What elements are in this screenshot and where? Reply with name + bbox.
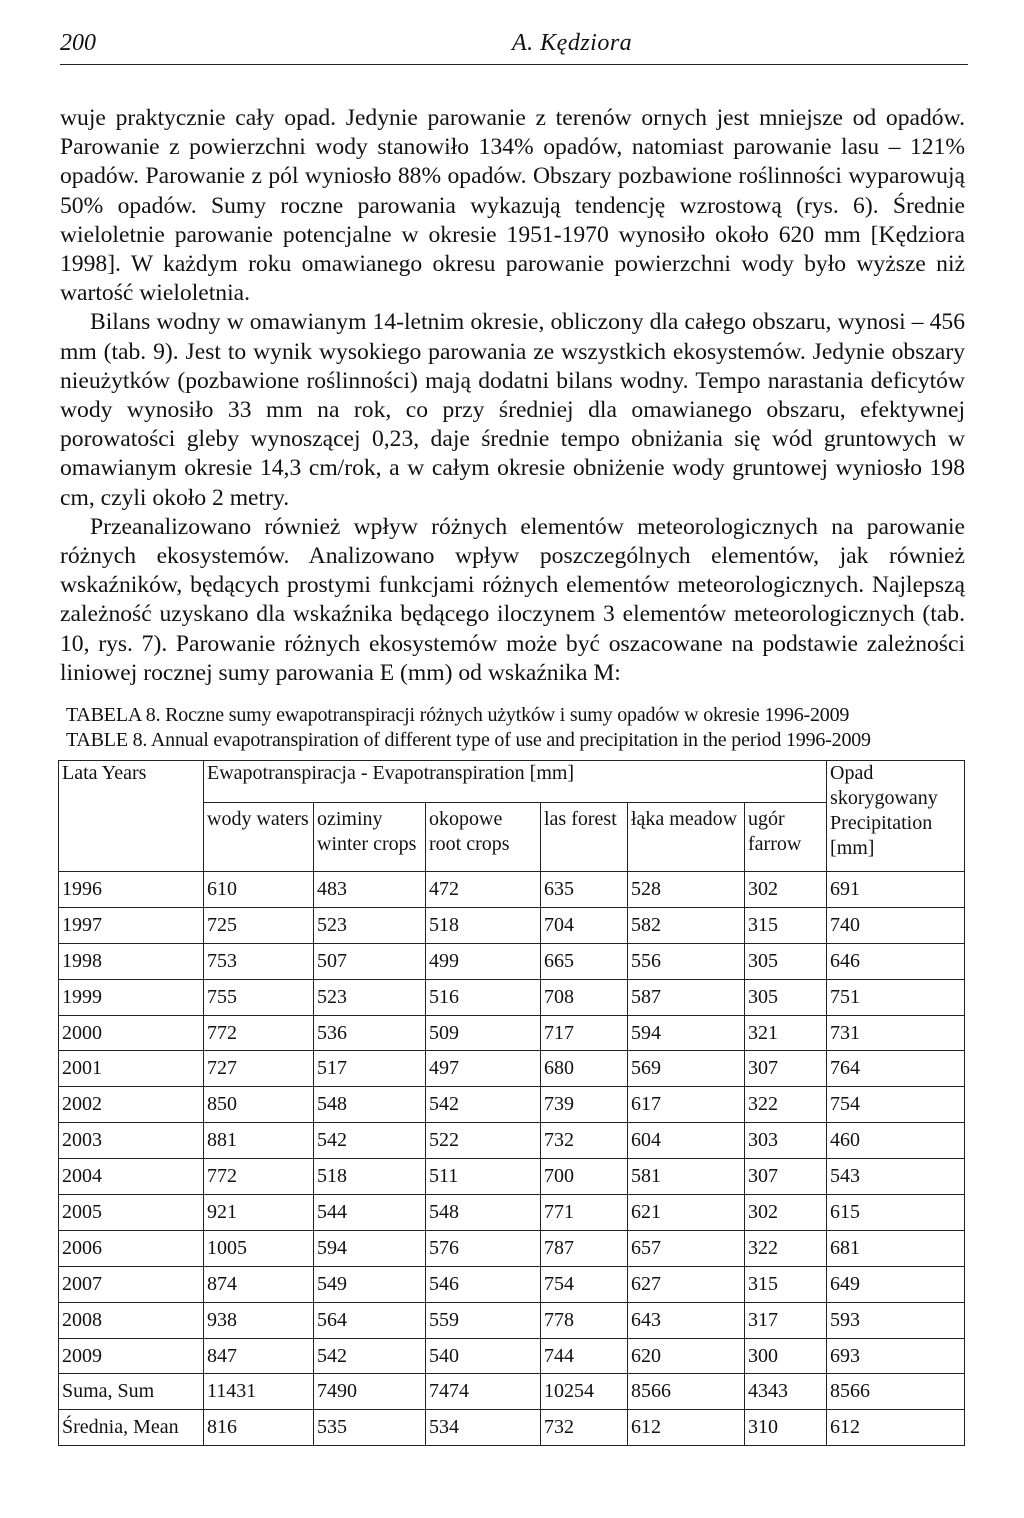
cell-forest: 700 xyxy=(541,1159,628,1195)
cell-winter-crops: 523 xyxy=(314,979,426,1015)
cell-winter-crops: 507 xyxy=(314,943,426,979)
cell-forest: 732 xyxy=(541,1123,628,1159)
cell-winter-crops: 7490 xyxy=(314,1374,426,1410)
cell-precipitation: 8566 xyxy=(827,1374,965,1410)
cell-precipitation: 543 xyxy=(827,1159,965,1195)
table-row xyxy=(59,1087,965,1123)
cell-precipitation: 754 xyxy=(827,1087,965,1123)
cell-meadow: 617 xyxy=(628,1087,745,1123)
cell-winter-crops: 518 xyxy=(314,1159,426,1195)
table-row xyxy=(59,1302,965,1338)
cell-farrow: 315 xyxy=(745,1266,827,1302)
table-caption-polish: TABELA 8. Roczne sumy ewapotranspiracji różnych użytków i sumy opadów w okresie 1996-2009 xyxy=(66,704,850,726)
cell-meadow: 620 xyxy=(628,1338,745,1374)
cell-farrow: 302 xyxy=(745,1195,827,1231)
paragraph: wuje praktycznie cały opad. Jedynie parowanie z terenów ornych jest mniejsze od opadów. Parowanie z powierzchni wody stanowiło 134% opadów, natomiast parowanie lasu – 121% opadów. Parowanie z pól wyniosło 88% opadów. Obszary pozbawione roślinności wyparowują 50% opadów. Sumy roczne parowania wykazują tendencję wzrostową (rys. 6). Średnie wieloletnie parowanie potencjalne w okresie 1951-1970 wynosiło około 620 mm [Kędziora 1998]. W każdym roku omawianego okresu parowanie powierzchni wody było wyższe niż wartość wieloletnia. xyxy=(60,105,965,307)
paragraph: Przeanalizowano również wpływ różnych elementów meteorologicznych na parowanie różnych ekosystemów. Analizowano wpływ poszczególnych elementów, jak również wskaźników, będących prostymi funkcjami różnych elementów meteorologicznych. Najlepszą zależność uzyskano dla wskaźnika będącego iloczynem 3 elementów meteorologicznych (tab. 10, rys. 7). Parowanie różnych ekosystemów może być oszacowane na podstawie zależności liniowej rocznej sumy parowania E (mm) od wskaźnika M: xyxy=(60,513,965,686)
cell-waters: 772 xyxy=(204,1159,314,1195)
cell-root-crops: 546 xyxy=(426,1266,541,1302)
cell-root-crops: 499 xyxy=(426,943,541,979)
cell-year: 2005 xyxy=(59,1195,204,1231)
cell-forest: 754 xyxy=(541,1266,628,1302)
table-body xyxy=(59,872,965,1446)
cell-year: 1998 xyxy=(59,943,204,979)
table-caption-english: TABLE 8. Annual evapotranspiration of different type of use and precipitation in the period 1996-2009 xyxy=(66,729,871,751)
cell-year: 1997 xyxy=(59,907,204,943)
cell-meadow: 594 xyxy=(628,1015,745,1051)
cell-root-crops: 7474 xyxy=(426,1374,541,1410)
cell-precipitation: 693 xyxy=(827,1338,965,1374)
cell-winter-crops: 564 xyxy=(314,1302,426,1338)
cell-waters: 938 xyxy=(204,1302,314,1338)
cell-waters: 755 xyxy=(204,979,314,1015)
cell-waters: 921 xyxy=(204,1195,314,1231)
cell-root-crops: 511 xyxy=(426,1159,541,1195)
column-header-root-crops: okopowe root crops xyxy=(426,803,541,872)
table-row xyxy=(59,907,965,943)
cell-forest: 10254 xyxy=(541,1374,628,1410)
cell-winter-crops: 523 xyxy=(314,907,426,943)
cell-precipitation: 612 xyxy=(827,1410,965,1446)
cell-farrow: 310 xyxy=(745,1410,827,1446)
cell-year: 2007 xyxy=(59,1266,204,1302)
cell-year: 2001 xyxy=(59,1051,204,1087)
table-row xyxy=(59,1410,965,1446)
table-row xyxy=(59,1123,965,1159)
cell-year: Średnia, Mean xyxy=(59,1410,204,1446)
cell-waters: 874 xyxy=(204,1266,314,1302)
cell-meadow: 604 xyxy=(628,1123,745,1159)
cell-year: 1999 xyxy=(59,979,204,1015)
cell-year: 2006 xyxy=(59,1230,204,1266)
cell-root-crops: 576 xyxy=(426,1230,541,1266)
cell-winter-crops: 535 xyxy=(314,1410,426,1446)
cell-meadow: 643 xyxy=(628,1302,745,1338)
cell-forest: 787 xyxy=(541,1230,628,1266)
cell-root-crops: 534 xyxy=(426,1410,541,1446)
table-row xyxy=(59,1195,965,1231)
cell-forest: 708 xyxy=(541,979,628,1015)
cell-winter-crops: 483 xyxy=(314,872,426,908)
cell-farrow: 4343 xyxy=(745,1374,827,1410)
cell-year: 2000 xyxy=(59,1015,204,1051)
cell-precipitation: 681 xyxy=(827,1230,965,1266)
cell-winter-crops: 594 xyxy=(314,1230,426,1266)
cell-year: 2004 xyxy=(59,1159,204,1195)
cell-farrow: 307 xyxy=(745,1159,827,1195)
cell-precipitation: 731 xyxy=(827,1015,965,1051)
table-row xyxy=(59,979,965,1015)
cell-meadow: 657 xyxy=(628,1230,745,1266)
cell-farrow: 322 xyxy=(745,1230,827,1266)
cell-year: Suma, Sum xyxy=(59,1374,204,1410)
cell-root-crops: 497 xyxy=(426,1051,541,1087)
cell-waters: 727 xyxy=(204,1051,314,1087)
cell-root-crops: 548 xyxy=(426,1195,541,1231)
table-row xyxy=(59,1230,965,1266)
column-header-precipitation: Opad skorygowany Precipitation [mm] xyxy=(827,761,965,872)
cell-waters: 1005 xyxy=(204,1230,314,1266)
cell-farrow: 300 xyxy=(745,1338,827,1374)
cell-farrow: 321 xyxy=(745,1015,827,1051)
cell-waters: 11431 xyxy=(204,1374,314,1410)
cell-meadow: 582 xyxy=(628,907,745,943)
cell-waters: 816 xyxy=(204,1410,314,1446)
body-text xyxy=(60,104,965,688)
table-row xyxy=(59,1338,965,1374)
cell-waters: 850 xyxy=(204,1087,314,1123)
cell-precipitation: 740 xyxy=(827,907,965,943)
cell-meadow: 627 xyxy=(628,1266,745,1302)
cell-forest: 732 xyxy=(541,1410,628,1446)
cell-forest: 739 xyxy=(541,1087,628,1123)
cell-winter-crops: 542 xyxy=(314,1123,426,1159)
cell-farrow: 322 xyxy=(745,1087,827,1123)
cell-meadow: 569 xyxy=(628,1051,745,1087)
cell-farrow: 315 xyxy=(745,907,827,943)
running-title: A. Kędziora xyxy=(512,30,633,56)
cell-precipitation: 646 xyxy=(827,943,965,979)
cell-waters: 772 xyxy=(204,1015,314,1051)
paragraph: Bilans wodny w omawianym 14-letnim okresie, obliczony dla całego obszaru, wynosi – 456 mm (tab. 9). Jest to wynik wysokiego parowania ze wszystkich ekosystemów. Jedynie obszary nieużytków (pozbawione roślinności) mają dodatni bilans wodny. Tempo narastania deficytów wody wynosiło 33 mm na rok, co przy średniej dla omawianego obszaru, efektywnej porowatości gleby wynoszącej 0,23, daje średnie tempo obniżania się wód gruntowych w omawianym okresie 14,3 cm/rok, a w całym okresie obniżenie wody gruntowej wyniosło 198 cm, czyli około 2 metry. xyxy=(60,309,965,511)
cell-meadow: 581 xyxy=(628,1159,745,1195)
cell-forest: 778 xyxy=(541,1302,628,1338)
column-header-forest: las forest xyxy=(541,803,628,872)
column-header-evapotranspiration: Ewapotranspiracja - Evapotranspiration [mm] xyxy=(204,761,827,803)
cell-forest: 717 xyxy=(541,1015,628,1051)
cell-year: 2002 xyxy=(59,1087,204,1123)
table-row xyxy=(59,1051,965,1087)
cell-root-crops: 509 xyxy=(426,1015,541,1051)
cell-farrow: 303 xyxy=(745,1123,827,1159)
cell-year: 1996 xyxy=(59,872,204,908)
cell-meadow: 621 xyxy=(628,1195,745,1231)
column-header-farrow: ugór farrow xyxy=(745,803,827,872)
cell-forest: 771 xyxy=(541,1195,628,1231)
cell-forest: 680 xyxy=(541,1051,628,1087)
cell-precipitation: 460 xyxy=(827,1123,965,1159)
cell-precipitation: 751 xyxy=(827,979,965,1015)
cell-winter-crops: 544 xyxy=(314,1195,426,1231)
cell-root-crops: 472 xyxy=(426,872,541,908)
cell-winter-crops: 548 xyxy=(314,1087,426,1123)
column-header-years: Lata Years xyxy=(59,761,204,872)
cell-forest: 665 xyxy=(541,943,628,979)
column-header-meadow: łąka meadow xyxy=(628,803,745,872)
table-row xyxy=(59,872,965,908)
table-row xyxy=(59,1159,965,1195)
cell-year: 2009 xyxy=(59,1338,204,1374)
cell-root-crops: 559 xyxy=(426,1302,541,1338)
cell-year: 2008 xyxy=(59,1302,204,1338)
page-number: 200 xyxy=(60,30,96,56)
cell-forest: 704 xyxy=(541,907,628,943)
cell-root-crops: 540 xyxy=(426,1338,541,1374)
cell-farrow: 307 xyxy=(745,1051,827,1087)
cell-winter-crops: 517 xyxy=(314,1051,426,1087)
cell-meadow: 8566 xyxy=(628,1374,745,1410)
table-row xyxy=(59,1015,965,1051)
cell-waters: 881 xyxy=(204,1123,314,1159)
cell-waters: 847 xyxy=(204,1338,314,1374)
cell-precipitation: 764 xyxy=(827,1051,965,1087)
cell-farrow: 305 xyxy=(745,943,827,979)
cell-winter-crops: 549 xyxy=(314,1266,426,1302)
cell-forest: 744 xyxy=(541,1338,628,1374)
cell-precipitation: 615 xyxy=(827,1195,965,1231)
page-header xyxy=(60,30,968,65)
table-row xyxy=(59,1374,965,1410)
cell-year: 2003 xyxy=(59,1123,204,1159)
cell-meadow: 556 xyxy=(628,943,745,979)
cell-precipitation: 691 xyxy=(827,872,965,908)
cell-winter-crops: 542 xyxy=(314,1338,426,1374)
cell-root-crops: 518 xyxy=(426,907,541,943)
cell-farrow: 305 xyxy=(745,979,827,1015)
column-header-waters: wody waters xyxy=(204,803,314,872)
cell-waters: 725 xyxy=(204,907,314,943)
cell-root-crops: 522 xyxy=(426,1123,541,1159)
table-row xyxy=(59,1266,965,1302)
column-header-winter-crops: oziminy winter crops xyxy=(314,803,426,872)
cell-waters: 753 xyxy=(204,943,314,979)
cell-farrow: 317 xyxy=(745,1302,827,1338)
cell-precipitation: 649 xyxy=(827,1266,965,1302)
cell-meadow: 612 xyxy=(628,1410,745,1446)
cell-meadow: 528 xyxy=(628,872,745,908)
cell-waters: 610 xyxy=(204,872,314,908)
cell-precipitation: 593 xyxy=(827,1302,965,1338)
cell-root-crops: 516 xyxy=(426,979,541,1015)
table-row xyxy=(59,943,965,979)
cell-root-crops: 542 xyxy=(426,1087,541,1123)
cell-farrow: 302 xyxy=(745,872,827,908)
cell-forest: 635 xyxy=(541,872,628,908)
cell-meadow: 587 xyxy=(628,979,745,1015)
cell-winter-crops: 536 xyxy=(314,1015,426,1051)
evapotranspiration-table xyxy=(58,760,965,1446)
